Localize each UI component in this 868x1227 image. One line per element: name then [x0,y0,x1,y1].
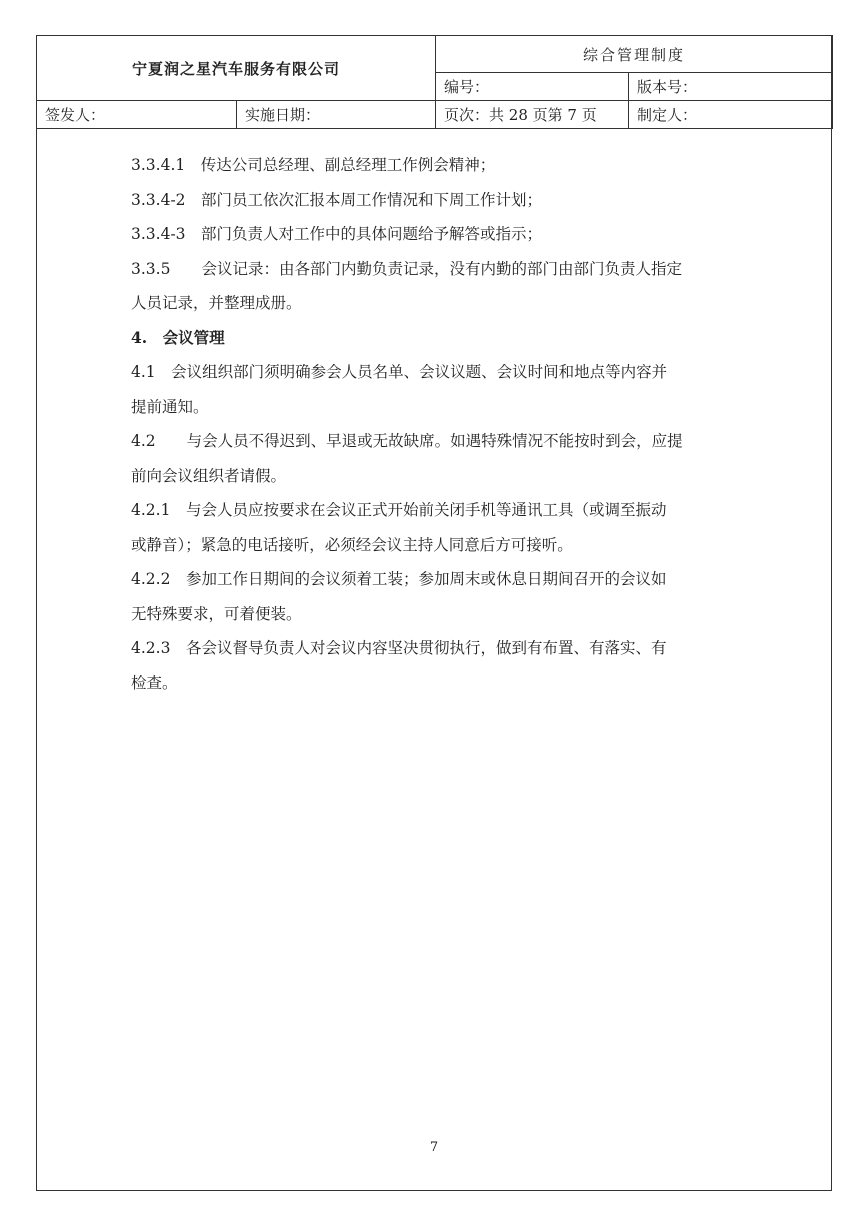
body-line: 检查。 [131,673,178,692]
system-title: 综合管理制度 [436,36,833,73]
body-line: 4.2.1 与会人员应按要求在会议正式开始前关闭手机等通讯工具（或调至振动 [131,501,667,519]
page-count: 页次：共 28 页第 7 页 [436,101,629,129]
maker-label: 制定人： [637,106,698,124]
issuer-cell [37,101,237,129]
body-line: 3.3.4.1 传达公司总经理、副总经理工作例会精神； [131,156,496,174]
effective-date-cell [237,101,436,129]
body-line: 3.3.4-3 部门负责人对工作中的具体问题给予解答或指示； [131,225,543,243]
body-line: 无特殊要求，可着便装。 [131,604,302,623]
section-heading: 4. 会议管理 [131,327,225,347]
body-line: 4.1 会议组织部门须明确参会人员名单、会议议题、会议时间和地点等内容并 [131,363,668,381]
version-label: 版本号： [637,78,698,96]
page-number: 7 [429,1140,439,1155]
maker-cell [629,101,833,129]
version-cell [629,73,833,101]
body-line: 4.2 与会人员不得迟到、早退或无故缺席。如遇特殊情况不能按时到会，应提 [131,432,683,450]
document-body [131,148,751,700]
issuer-label: 签发人： [45,106,106,124]
body-line: 4.2.2 参加工作日期间的会议须着工装；参加周末或休息日期间召开的会议如 [131,570,667,588]
effective-date-label: 实施日期： [245,106,321,124]
code-label: 编号： [444,78,490,96]
body-line: 或静音）；紧急的电话接听，必须经会议主持人同意后方可接听。 [131,535,573,554]
body-line: 提前通知。 [131,397,209,416]
document-header-table [36,35,833,129]
body-line: 3.3.5 会议记录：由各部门内勤负责记录，没有内勤的部门由部门负责人指定 [131,259,682,278]
company-name: 宁夏润之星汽车服务有限公司 [37,36,436,101]
body-line: 4.2.3 各会议督导负责人对会议内容坚决贯彻执行，做到有布置、有落实、有 [131,639,667,657]
code-cell [436,73,629,101]
body-line: 3.3.4-2 部门员工依次汇报本周工作情况和下周工作计划； [131,190,543,209]
body-line: 前向会议组织者请假。 [131,466,287,485]
body-line: 人员记录，并整理成册。 [131,294,302,312]
